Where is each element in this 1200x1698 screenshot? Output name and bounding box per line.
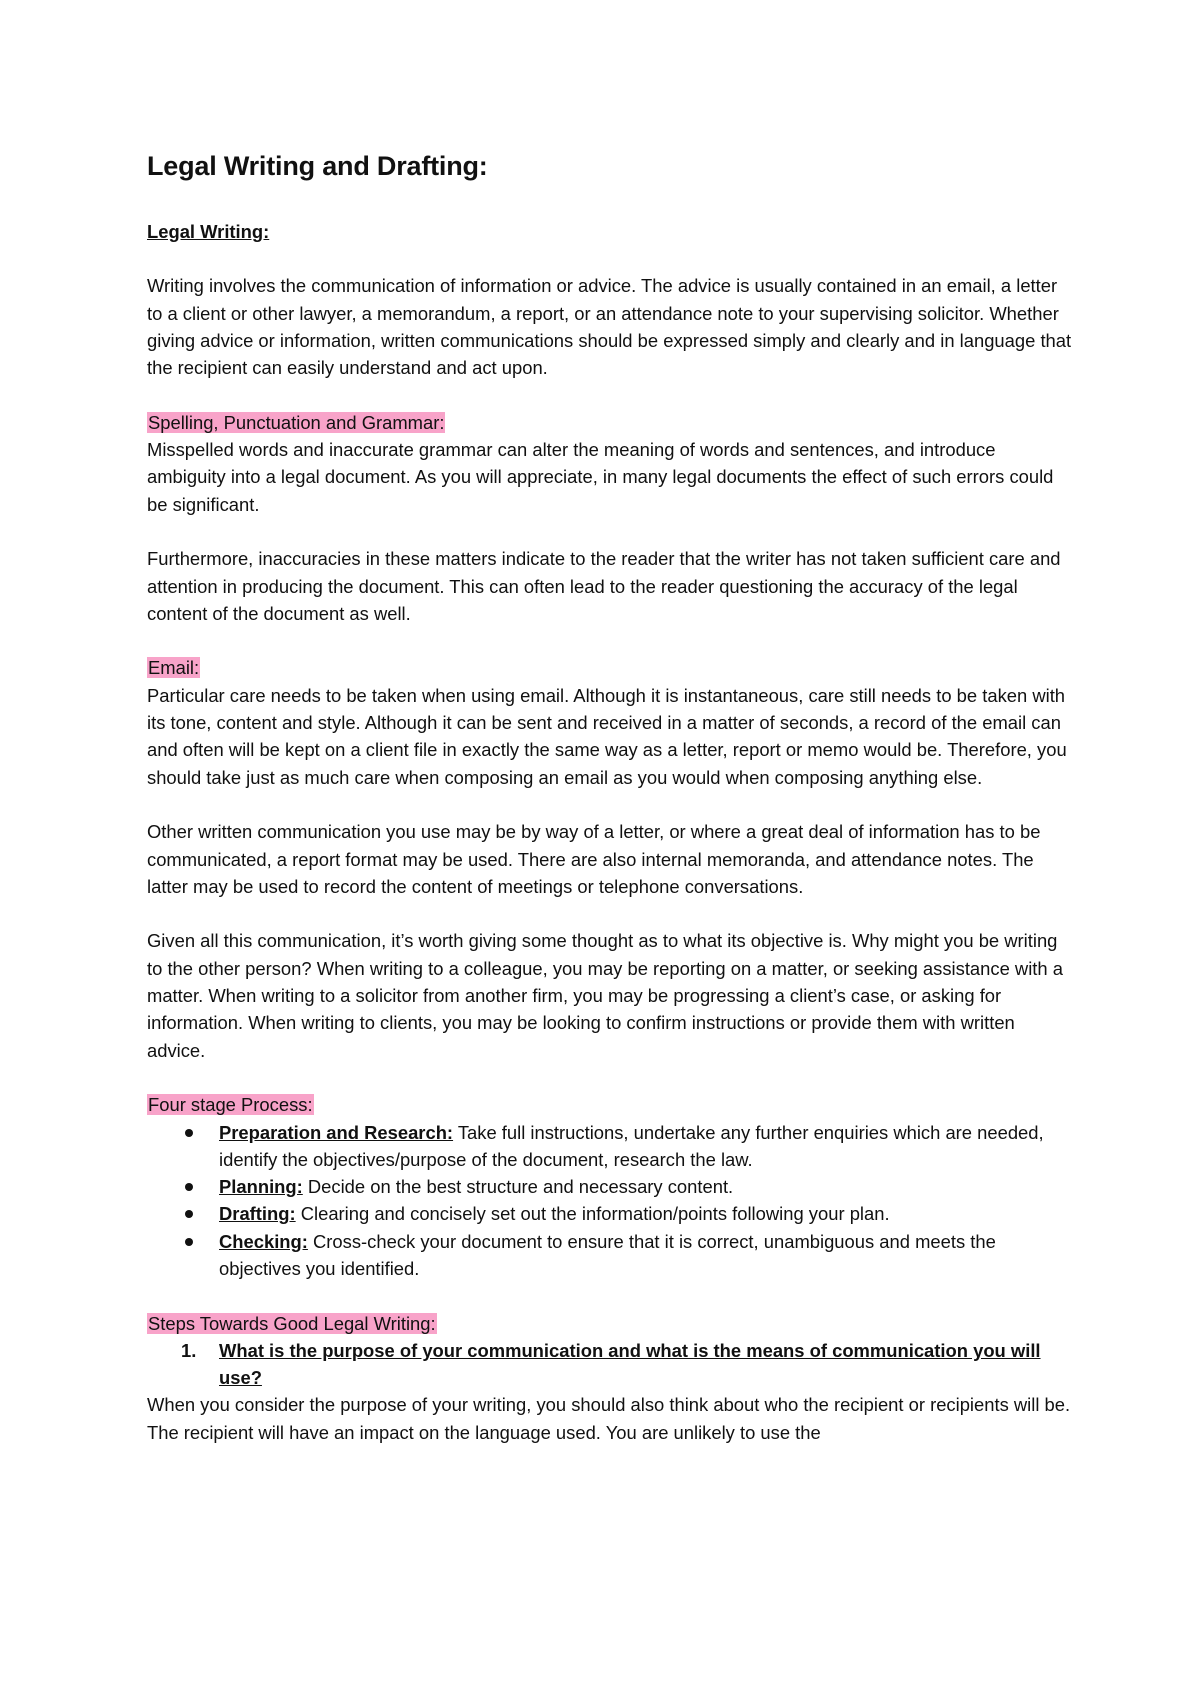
four-stage-heading-label: Four stage Process: (148, 1094, 313, 1116)
bullet-icon (185, 1129, 193, 1137)
spelling-paragraph-2: Furthermore, inaccuracies in these matters indicate to the reader that the writer has not taken sufficient care and attention in producing the document. This can often lead to the reader questioning the accuracy of the legal content of the document as well. (147, 548, 1061, 624)
stage-term: Planning: (219, 1176, 303, 1198)
step-text: What is the purpose of your communication and what is the means of communication you will use? (219, 1339, 1041, 1389)
legal-writing-intro: Writing involves the communication of information or advice. The advice is usually contained in an email, a letter to a client or other lawyer, a memorandum, a report, or an attendance note to your supervising solicitor. Whether giving advice or information, written communications should be expressed simply and clearly and in language that the recipient can easily understand and act upon. (147, 275, 1072, 379)
four-stage-list (147, 1119, 1077, 1283)
bullet-icon (185, 1183, 193, 1191)
four-stage-heading (147, 1091, 1077, 1118)
spelling-paragraph-1: Misspelled words and inaccurate grammar can alter the meaning of words and sentences, and introduce ambiguity into a legal document. As you will appreciate, in many legal documents the effect of such errors could be significant. (147, 439, 1054, 515)
stage-text: Clearing and concisely set out the information/points following your plan. (295, 1203, 890, 1225)
bullet-icon (185, 1210, 193, 1218)
email-heading-label: Email: (148, 657, 200, 679)
document-page (147, 148, 1077, 1446)
spelling-heading-label: Spelling, Punctuation and Grammar: (148, 411, 445, 433)
email-paragraph-3: Given all this communication, it’s worth giving some thought as to what its objective is. Why might you be writing to the other person? When writing to a colleague, you may be reporting on a matter, or seeking assistance with a matter. When writing to a solicitor from another firm, you may be progressing a client’s case, or asking for information. When writing to clients, you may be looking to confirm instructions or provide them with written advice. (147, 930, 1063, 1061)
spelling-heading (147, 409, 1077, 436)
list-item (147, 1337, 1077, 1392)
stage-text: Decide on the best structure and necessary content. (302, 1176, 734, 1198)
stage-term: Checking: (219, 1230, 308, 1252)
steps-heading (147, 1310, 1077, 1337)
stage-term: Preparation and Research: (219, 1121, 454, 1143)
bullet-icon (185, 1238, 193, 1246)
list-item (147, 1119, 1077, 1174)
document-title: Legal Writing and Drafting: (147, 151, 488, 181)
legal-writing-heading: Legal Writing: (147, 221, 270, 242)
steps-paragraph-1: When you consider the purpose of your writing, you should also think about who the recipient or recipients will be. The recipient will have an impact on the language used. You are unlikely to use the (147, 1394, 1071, 1443)
list-item (147, 1200, 1077, 1227)
list-item (147, 1173, 1077, 1200)
stage-text: Take full instructions, undertake any further enquiries which are needed, identify the objectives/purpose of the document, research the law. (219, 1121, 1044, 1170)
email-paragraph-1: Particular care needs to be taken when using email. Although it is instantaneous, care still needs to be taken with its tone, content and style. Although it can be sent and received in a matter of seconds, a record of the email can and often will be kept on a client file in exactly the same way as a letter, report or memo would be. Therefore, you should take just as much care when composing an email as you would when composing anything else. (147, 684, 1067, 788)
step-number: 1. (181, 1339, 197, 1361)
list-item (147, 1228, 1077, 1283)
stage-term: Drafting: (219, 1203, 296, 1225)
steps-list (147, 1337, 1077, 1392)
email-heading (147, 654, 1077, 681)
steps-heading-label: Steps Towards Good Legal Writing: (148, 1312, 436, 1334)
email-paragraph-2: Other written communication you use may be by way of a letter, or where a great deal of information has to be communicated, a report format may be used. There are also internal memoranda, and attendance notes. The latter may be used to record the content of meetings or telephone conversations. (147, 821, 1041, 897)
stage-text: Cross-check your document to ensure that it is correct, unambiguous and meets the objectives you identified. (219, 1230, 996, 1279)
